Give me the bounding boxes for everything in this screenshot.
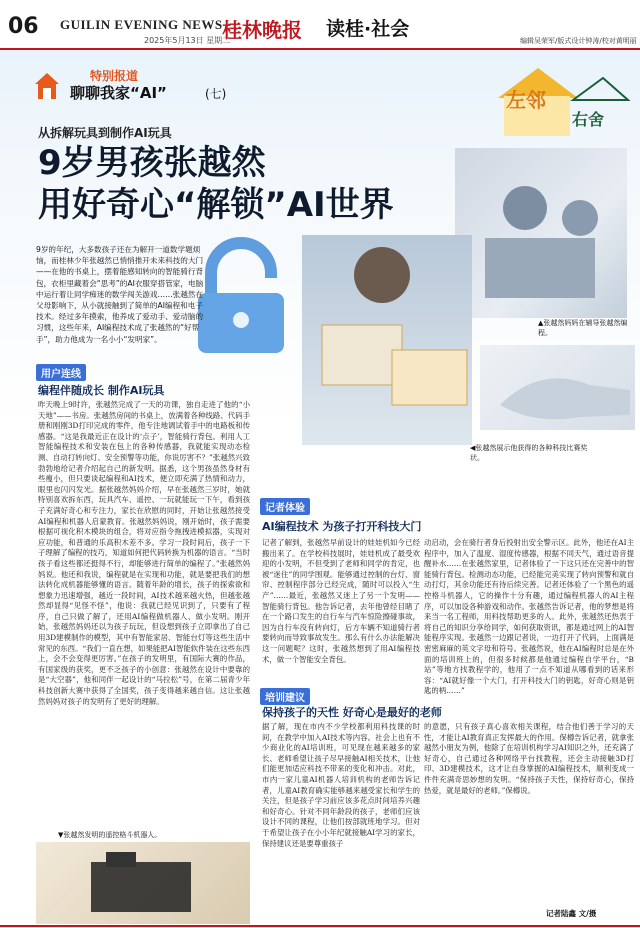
article-headline (38, 142, 394, 226)
section-tag-training-advice: 培训建议 (260, 688, 310, 705)
section1-subhead: 编程伴随成长 制作AI玩具 (38, 384, 165, 397)
logo-text-right: 右舍 (572, 110, 605, 129)
editor-credits: 编辑吴荣军/版式设计钟涛/校对黄明丽 (520, 37, 637, 45)
section3-body-col2: 的意愿，只有孩子真心喜欢相关课程，结合他们善于学习的天性，才能让AI教育真正发挥最大的作用。保樽告诉记者，就拿张越然小朋友为例，他除了在培训机构学习AI知识之外，还充满了好奇心，自己通过各种网络平台找教程，还会主动接触3D打印、3D建模技术，这才让自身掌握的AI编程技术，顺利变成一件件充满奇思妙想的发明。“保持孩子天性，保持好奇心，保持热爱，就是最好的老师。”保樽说。 (424, 722, 634, 795)
article-byline: 记者陆鑫 文/摄 (546, 909, 597, 918)
house-icon (34, 72, 60, 100)
photo-placeholder-icon (455, 148, 627, 318)
article-lede: 9岁的年纪，大多数孩子还在为解开一道数学题烦恼，而桂林少年张越然已悄悄推开未来科技的大门——在他的书桌上，摆着能感知转向的智能骑行背包，衣柜里藏着会“思考”的AI衣服穿搭管家，电脑中运行着让同学痴迷的数学闯关游戏……张越然在父母影响下，从小就接触到了简单的AI编程和电子技术。经过多年摸索，他养成了爱动手、爱动脑的习惯，这些年来，AI编程技术成了张越然的“好帮手”，助力他成为一名小小“发明家”。 (36, 245, 204, 344)
column-logo (478, 60, 630, 140)
series-label: 特别报道 (90, 69, 139, 83)
paper-name: GUILIN EVENING NEWS (60, 17, 223, 32)
brand-logo-text: 桂林晚报 (222, 18, 302, 42)
photo-robot-hand (480, 345, 635, 430)
photo-caption-1: ▲张越然妈妈在辅导张越然编程。 (538, 319, 628, 337)
series-number: (七) (205, 87, 227, 101)
section-tag-user-connect: 用户连线 (36, 364, 86, 381)
section3-subhead: 保持孩子的天性 好奇心是最好的老师 (262, 706, 442, 719)
footer-rule (0, 925, 640, 927)
photo-caption-2: ◀张越然展示他获得的各种科技比赛奖状。 (470, 444, 588, 462)
section2-subhead: AI编程技术 为孩子打开科技大门 (262, 520, 422, 533)
photo-fighting-robot (36, 842, 250, 924)
section2-body-col3: 动启动，会在骑行者身后投射出安全警示区。此外，他还在AI主程序中，加入了温度、湿度传感器，根据不同天气，通过语音提醒补水……在张越然家里，记者体验了一下这只还在完善中的智能骑行背包。检测动态功能，已经能完美实现了转向预警和就自动打灯，其余功能还有待后续完善。记者还体验了一个黑色的遥控格斗机器人，它的操作十分有趣，通过编程机器人的AI主程序，可以加设各种游戏和动作。张越然告诉记者，他的梦想是将来当一名工程师，用科技帮助更多的人。此外，张越然还热衷于将自己的知识分享给同学，如何获取资讯，都是通过网上的AI智能程序实现。张越然一边跟记者说，一边打开了代码，上面满是密密麻麻的英文字母和符号。张越然说，他在AI编程时总是在外面的培训班上的，但很多时候都是他通过编程自学平台，“B站”等地方找教程学的，他用了一点不知道从哪看到的话来形容：“AI就好像一个大门，打开科技大门的钥匙，好奇心则是钥匙的柄……” (424, 538, 634, 696)
headline-line-2: 用好奇心“解锁”AI世界 (38, 185, 394, 225)
series-title: 聊聊我家“AI” (70, 84, 167, 102)
section-name: 读桂·社会 (326, 18, 410, 40)
photo-caption-3: ▼张越然发明的遥控格斗机器人。 (58, 831, 162, 839)
photo-placeholder-icon (36, 842, 250, 924)
logo-text-left: 左邻 (506, 88, 546, 112)
headline-line-1: 9岁男孩张越然 (38, 143, 266, 183)
issue-date: 2025年5月13日 星期二 (144, 36, 231, 45)
photo-mother-tutoring (455, 148, 627, 318)
photo-placeholder-icon (480, 345, 635, 430)
article-kicker: 从拆解玩具到制作AI玩具 (38, 126, 172, 140)
section3-body-col1: 据了解，现在市内不少学校都利用科技课的时间，在教学中加入AI技术等内容。社会上也有不少商业化的AI培训班，可见现在越来越多的家长、老师希望让孩子尽早接触AI相关技术，让他们能更加适应科技不带来的变化和冲击。对此，市内一家儿童AI机器人培训机构的老师告诉记者，儿童AI教育确实能够越来越受家长和学生的关注，但是孩子学习前应该多花点时间培养兴趣和好奇心。针对不同年龄段的孩子，老师们应该设计不同的课程，让他们按部就班地学习。但对于希望让孩子在小小年纪就接触AI学习的家长，保持建议还是要尊重孩子 (262, 722, 420, 848)
section-tag-reporter-experience: 记者体验 (260, 498, 310, 515)
photo-boy-with-certificates (302, 235, 472, 445)
section2-body-col1: 记者了解到，张越然早前设计的娃娃机如今已经搬出来了。在学校科技展时，娃娃机成了最受欢迎的小发明，不但受到了老师和同学的肯定，也被“迷住”的同学围观。能够通过控制的台灯、窗帘、控制程序部分已经完成，随时可以投入“生产”……最近，张越然又迷上了另一个发明——智能骑行背包。他告诉记者，去年他曾经目睹了在一个路口发生的自行车与汽车惊险擦碰事故，因为自行车没有转向灯，后方车辆不知道骑行者要转向而导致事故发生。那么有什么办法能解决这一问题呢？这时，张越然想到了用AI编程技术，做一个智能安全背包。 (262, 538, 420, 664)
page-number: 06 (8, 14, 39, 39)
photo-placeholder-icon (302, 235, 472, 445)
section1-body: 昨天晚上9时许，张越然完成了一天的功课，独自走进了他的“小天地”——书房。张越然房间的书桌上，放满着各种线路、代码手册和刚刚3D打印完成的零件，他专注地调试着手中的电路板和传感器。“这是我最近正在设计的‘点子’，智能骑行背包。利用人工智能编程技术和安装在包上的各种传感器，我就能实现动态检测、自动打转向灯、安全预警等功能，你说厉害不？”张越然兴致勃勃地给记者介绍起自己的新发明。据悉，这个男孩虽然身材有些瘦小，但只要谈起编程和AI技术，便立即充满了热情和动力，眼里也闪闪发光。据张越然妈妈介绍，早在张越然三岁时，她就特别喜欢拆东西，玩具汽车、遥控、一玩就能玩一下午，看到孩子充满好奇心和专注力，家长在欣慰的同时，开始让张越然接受AI编程和机器人启蒙教育。张越然妈妈说，刚开始时，孩子需要根据可视化积木模块的组合，将对应指令拖拽进模拟器，实现对应功能，和普通的乐高积木差不多。学习一段时间后，孩子一下子理解了编程的技巧，知道如何把代码转换为机器的语言。“当时孩子看这些都还挺得不行，却能够进行简单的编程了。”张越然妈妈说。他还和我说，编程就是在实现和功能，就是要把我们的想法转化成机器能够懂的语言。随着年龄的增长，孩子的探索欲和想象力迅速增强，越近一段时间，AI技术越来越火热，但越张越然却显得“见怪不怪”，他说：我就已经见识到了，只要有了程序，自己只做了解了，还用AI编程做机器人、做小发明。刚开始，张越然妈妈还以为孩子玩玩，但设想到孩子立即拿出了自己用3D建模制作的模型，其中有智能家居、智能台灯等这些生活中常见的东西。“我们一直在想，如果能把AI智能软件装在这些东西上，会不会变得更厉害。”在孩子的发明里，有国际大赛的作品，有国家级的获奖，更不乏孩子的小创意：张越然在设计中要靠的是“大空器”，他和同伴一起设计的“马拉松”号，在第二届青少年科技创新大赛中获得了全国奖，孩子变得越来越自信。这让张越然妈妈对孩子的发明有了更好的理解。 (38, 400, 250, 706)
